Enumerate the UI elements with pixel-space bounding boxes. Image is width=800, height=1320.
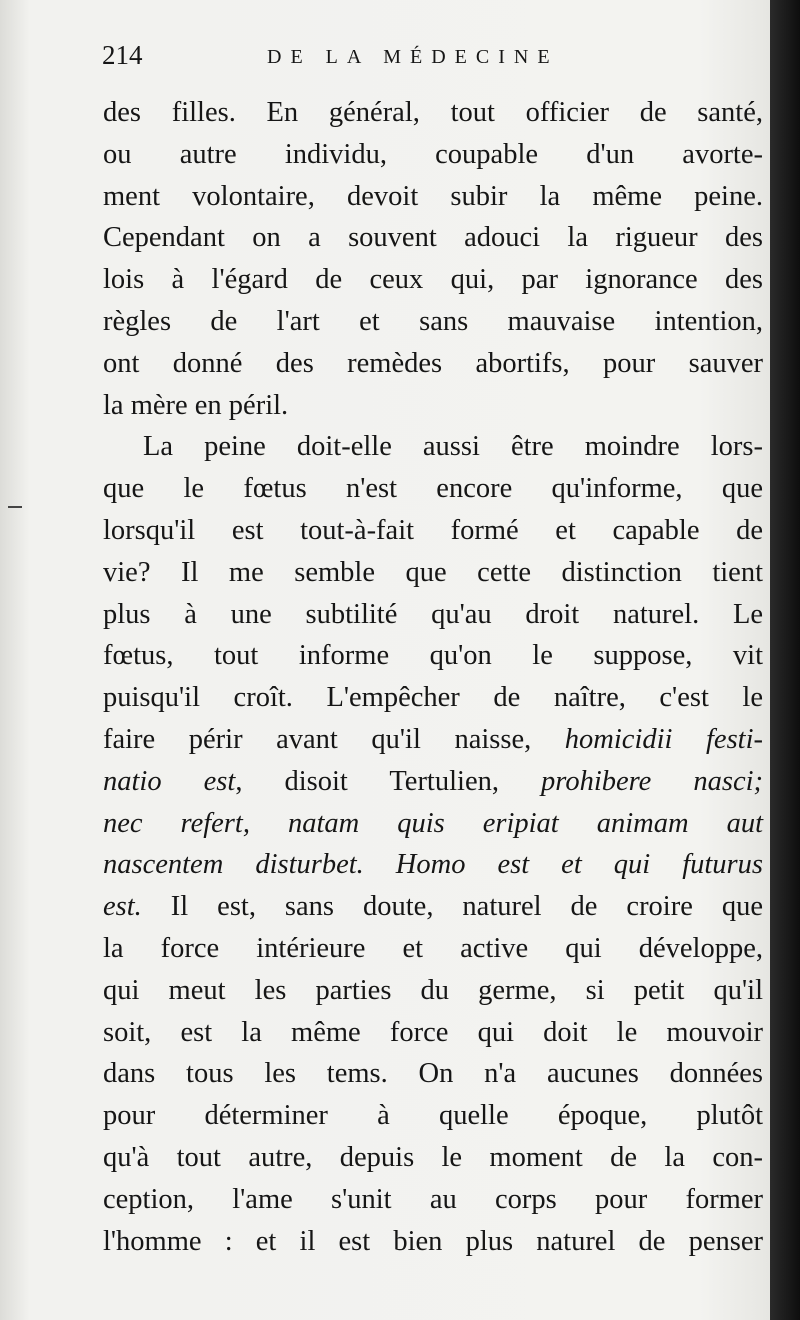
text-segment: ment volontaire, devoit subir la même peine. — [103, 180, 763, 212]
text-line — [103, 1221, 763, 1263]
text-line — [103, 259, 763, 301]
text-line — [103, 1095, 763, 1137]
text-line — [103, 552, 763, 594]
text-segment: l'homme : et il est bien plus naturel de penser — [103, 1225, 763, 1257]
page-number: 214 — [102, 40, 143, 70]
text-segment: vie? Il me semble que cette distinction tient — [103, 556, 763, 588]
text-line — [103, 385, 763, 427]
body-text — [103, 92, 763, 1262]
italic-text: nec refert, natam quis eripiat animam aut — [103, 807, 763, 839]
italic-text: est. — [103, 891, 142, 923]
text-segment: ception, l'ame s'unit au corps pour former — [103, 1183, 763, 1215]
italic-text: prohibere nasci; — [541, 765, 764, 797]
margin-mark — [8, 506, 22, 508]
text-line — [103, 803, 763, 845]
text-line — [103, 761, 763, 803]
text-segment: qui meut les parties du germe, si petit qu'il — [103, 974, 763, 1006]
text-line — [103, 426, 763, 468]
text-segment: Cependant on a souvent adouci la rigueur des — [103, 222, 763, 254]
text-segment: lorsqu'il est tout-à-fait formé et capable de — [103, 514, 763, 546]
text-line — [103, 92, 763, 134]
text-line — [103, 217, 763, 259]
text-segment: , disoit Tertulien, — [235, 765, 542, 797]
text-line — [103, 635, 763, 677]
text-segment: la force intérieure et active qui développe, — [103, 932, 763, 964]
text-segment: que le fœtus n'est encore qu'informe, que — [103, 473, 763, 505]
text-line — [103, 1137, 763, 1179]
text-line — [103, 468, 763, 510]
text-line — [103, 970, 763, 1012]
text-segment: pour déterminer à quelle époque, plutôt — [103, 1100, 763, 1132]
text-line — [103, 886, 763, 928]
text-segment: plus à une subtilité qu'au droit naturel. Le — [103, 598, 763, 630]
italic-text: natio est — [103, 765, 236, 797]
text-segment: La peine doit-elle aussi être moindre lors- — [143, 431, 763, 463]
text-segment: Il est, sans doute, naturel de croire que — [141, 891, 763, 923]
page-edge-shadow — [770, 0, 800, 1320]
text-segment: soit, est la même force qui doit le mouvoir — [103, 1016, 763, 1048]
text-segment: fœtus, tout informe qu'on le suppose, vit — [103, 640, 763, 672]
text-line — [103, 301, 763, 343]
text-segment: lois à l'égard de ceux qui, par ignorance des — [103, 264, 763, 296]
page-header — [102, 40, 762, 84]
text-line — [103, 343, 763, 385]
text-line — [103, 134, 763, 176]
text-line — [103, 1012, 763, 1054]
italic-text: nascentem disturbet. Homo est et qui futurus — [103, 849, 763, 881]
text-segment: des filles. En général, tout officier de santé, — [103, 97, 763, 128]
text-line — [103, 928, 763, 970]
running-head: DE LA MÉDECINE — [267, 46, 559, 68]
text-line — [103, 677, 763, 719]
text-line — [103, 844, 763, 886]
text-segment: ou autre individu, coupable d'un avorte- — [103, 138, 763, 170]
text-segment: faire périr avant qu'il naisse, — [103, 723, 565, 755]
text-line — [103, 510, 763, 552]
text-line — [103, 719, 763, 761]
text-segment: règles de l'art et sans mauvaise intention, — [103, 305, 763, 337]
text-line — [103, 1179, 763, 1221]
text-segment: la mère en péril. — [103, 389, 289, 421]
text-segment: qu'à tout autre, depuis le moment de la con- — [103, 1141, 763, 1173]
text-line — [103, 1053, 763, 1095]
text-line — [103, 176, 763, 218]
text-line — [103, 594, 763, 636]
italic-text: homicidii festi- — [564, 723, 764, 755]
text-segment: puisqu'il croît. L'empêcher de naître, c'est le — [103, 682, 763, 714]
text-segment: dans tous les tems. On n'a aucunes données — [103, 1058, 763, 1090]
text-segment: ont donné des remèdes abortifs, pour sauver — [103, 347, 763, 379]
